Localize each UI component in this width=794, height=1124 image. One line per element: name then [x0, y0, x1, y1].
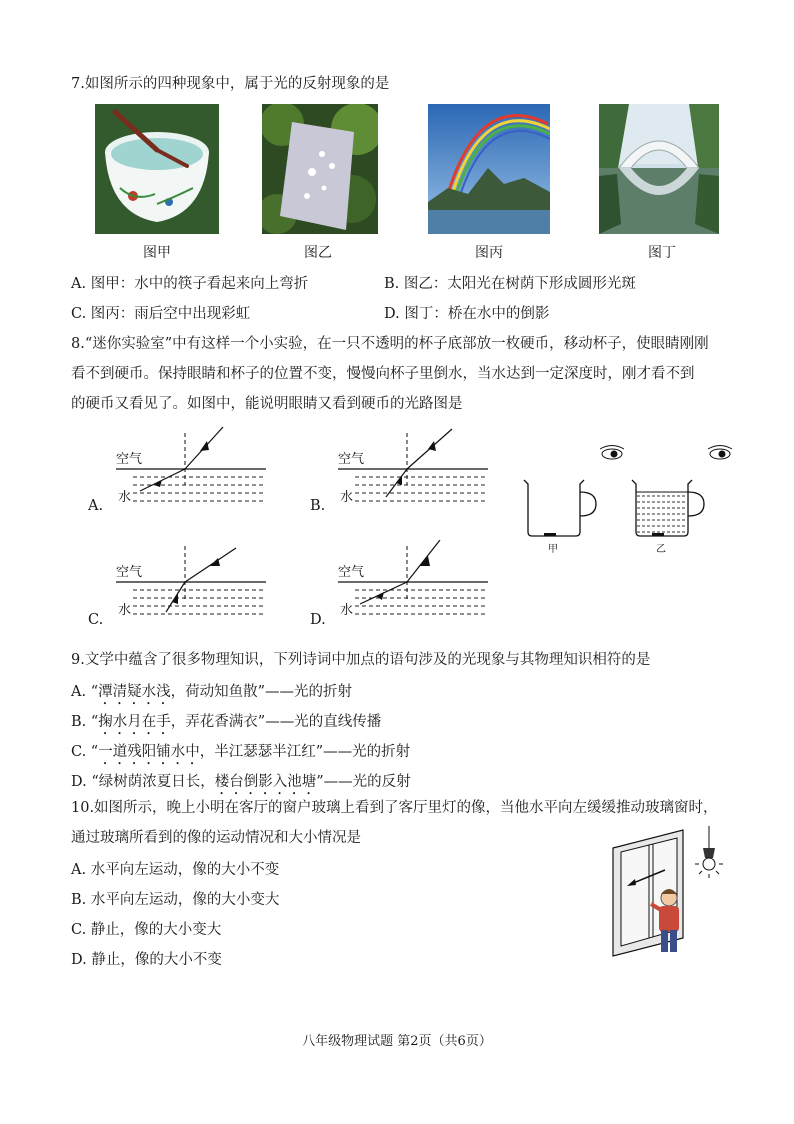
- window-boy-illustration: [605, 826, 725, 961]
- photo-bowl-chopstick: [95, 104, 219, 234]
- eye-icon: [708, 446, 732, 460]
- air-label: 空气: [116, 452, 143, 467]
- photo-light-spots: [262, 104, 378, 234]
- diagram-a[interactable]: [88, 425, 268, 520]
- diagram-c[interactable]: [88, 540, 268, 635]
- label-a: A.: [88, 498, 104, 514]
- q10-stem-line2: 通过玻璃所看到的像的运动情况和大小情况是: [71, 830, 361, 846]
- q10-option-b[interactable]: B. 水平向左运动，像的大小变大: [71, 892, 280, 908]
- q10-option-d[interactable]: D. 静止，像的大小不变: [71, 952, 222, 968]
- q8-stem-line3: 的硬币又看见了。如图中，能说明眼睛又看到硬币的光路图是: [71, 396, 463, 412]
- caption-jia: 图甲: [143, 245, 171, 261]
- photo-rainbow: [428, 104, 550, 234]
- label-b: B.: [310, 498, 326, 514]
- cup-illustration: [518, 440, 748, 560]
- q10-stem-line1: 10.如图所示，晚上小明在客厅的窗户玻璃上看到了客厅里灯的像，当他水平向左缓缓推动玻璃窗时，: [71, 800, 718, 816]
- q10-option-c[interactable]: C. 静止，像的大小变大: [71, 922, 222, 938]
- q9-option-a[interactable]: A. “潭清疑水浅，荷动知鱼散”——光的折射: [71, 684, 353, 700]
- photo-bridge-reflection: [599, 104, 719, 234]
- svg-text:水: 水: [340, 490, 354, 505]
- q9-option-b[interactable]: B. “掬水月在手，弄花香满衣”——光的直线传播: [71, 714, 382, 730]
- caption-bing: 图丙: [475, 245, 503, 261]
- q8-stem-line1: 8.“迷你实验室”中有这样一个小实验，在一只不透明的杯子底部放一枚硬币，移动杯子，使眼睛刚刚: [71, 336, 709, 352]
- q8-stem-line2: 看不到硬币。保持眼睛和杯子的位置不变，慢慢向杯子里倒水，当水达到一定深度时，刚才看不到: [71, 366, 695, 382]
- svg-text:水: 水: [118, 603, 132, 618]
- q7-stem: 7.如图所示的四种现象中，属于光的反射现象的是: [71, 76, 390, 92]
- q9-option-c[interactable]: C. “一道残阳铺水中，半江瑟瑟半江红”——光的折射: [71, 744, 411, 760]
- diagram-d[interactable]: [310, 540, 490, 635]
- caption-yi: 图乙: [304, 245, 332, 261]
- q7-option-b[interactable]: B. 图乙：太阳光在树荫下形成圆形光斑: [384, 276, 636, 292]
- page-footer: 八年级物理试题 第2页（共6页）: [302, 1034, 492, 1049]
- q9-stem: 9.文学中蕴含了很多物理知识，下列诗词中加点的语句涉及的光现象与其物理知识相符的是: [71, 652, 651, 668]
- eye-icon: [600, 446, 624, 460]
- q9-option-d[interactable]: D. “绿树荫浓夏日长，楼台倒影入池塘”——光的反射: [71, 774, 411, 790]
- label-c: C.: [88, 612, 104, 628]
- label-d: D.: [310, 612, 326, 628]
- q7-option-a[interactable]: A. 图甲：水中的筷子看起来向上弯折: [71, 276, 309, 292]
- cup-label-yi: 乙: [656, 544, 666, 555]
- svg-text:水: 水: [340, 603, 354, 618]
- water-label: 水: [118, 490, 132, 505]
- q7-option-d[interactable]: D. 图丁：桥在水中的倒影: [384, 306, 550, 322]
- svg-text:空气: 空气: [338, 452, 365, 467]
- cup-label-jia: 甲: [548, 544, 558, 555]
- q7-option-c[interactable]: C. 图丙：雨后空中出现彩虹: [71, 306, 251, 322]
- svg-text:空气: 空气: [338, 565, 365, 580]
- q10-option-a[interactable]: A. 水平向左运动，像的大小不变: [71, 862, 280, 878]
- caption-ding: 图丁: [648, 245, 676, 261]
- diagram-b[interactable]: [310, 425, 490, 520]
- lamp-icon: [695, 826, 723, 878]
- svg-text:空气: 空气: [116, 565, 143, 580]
